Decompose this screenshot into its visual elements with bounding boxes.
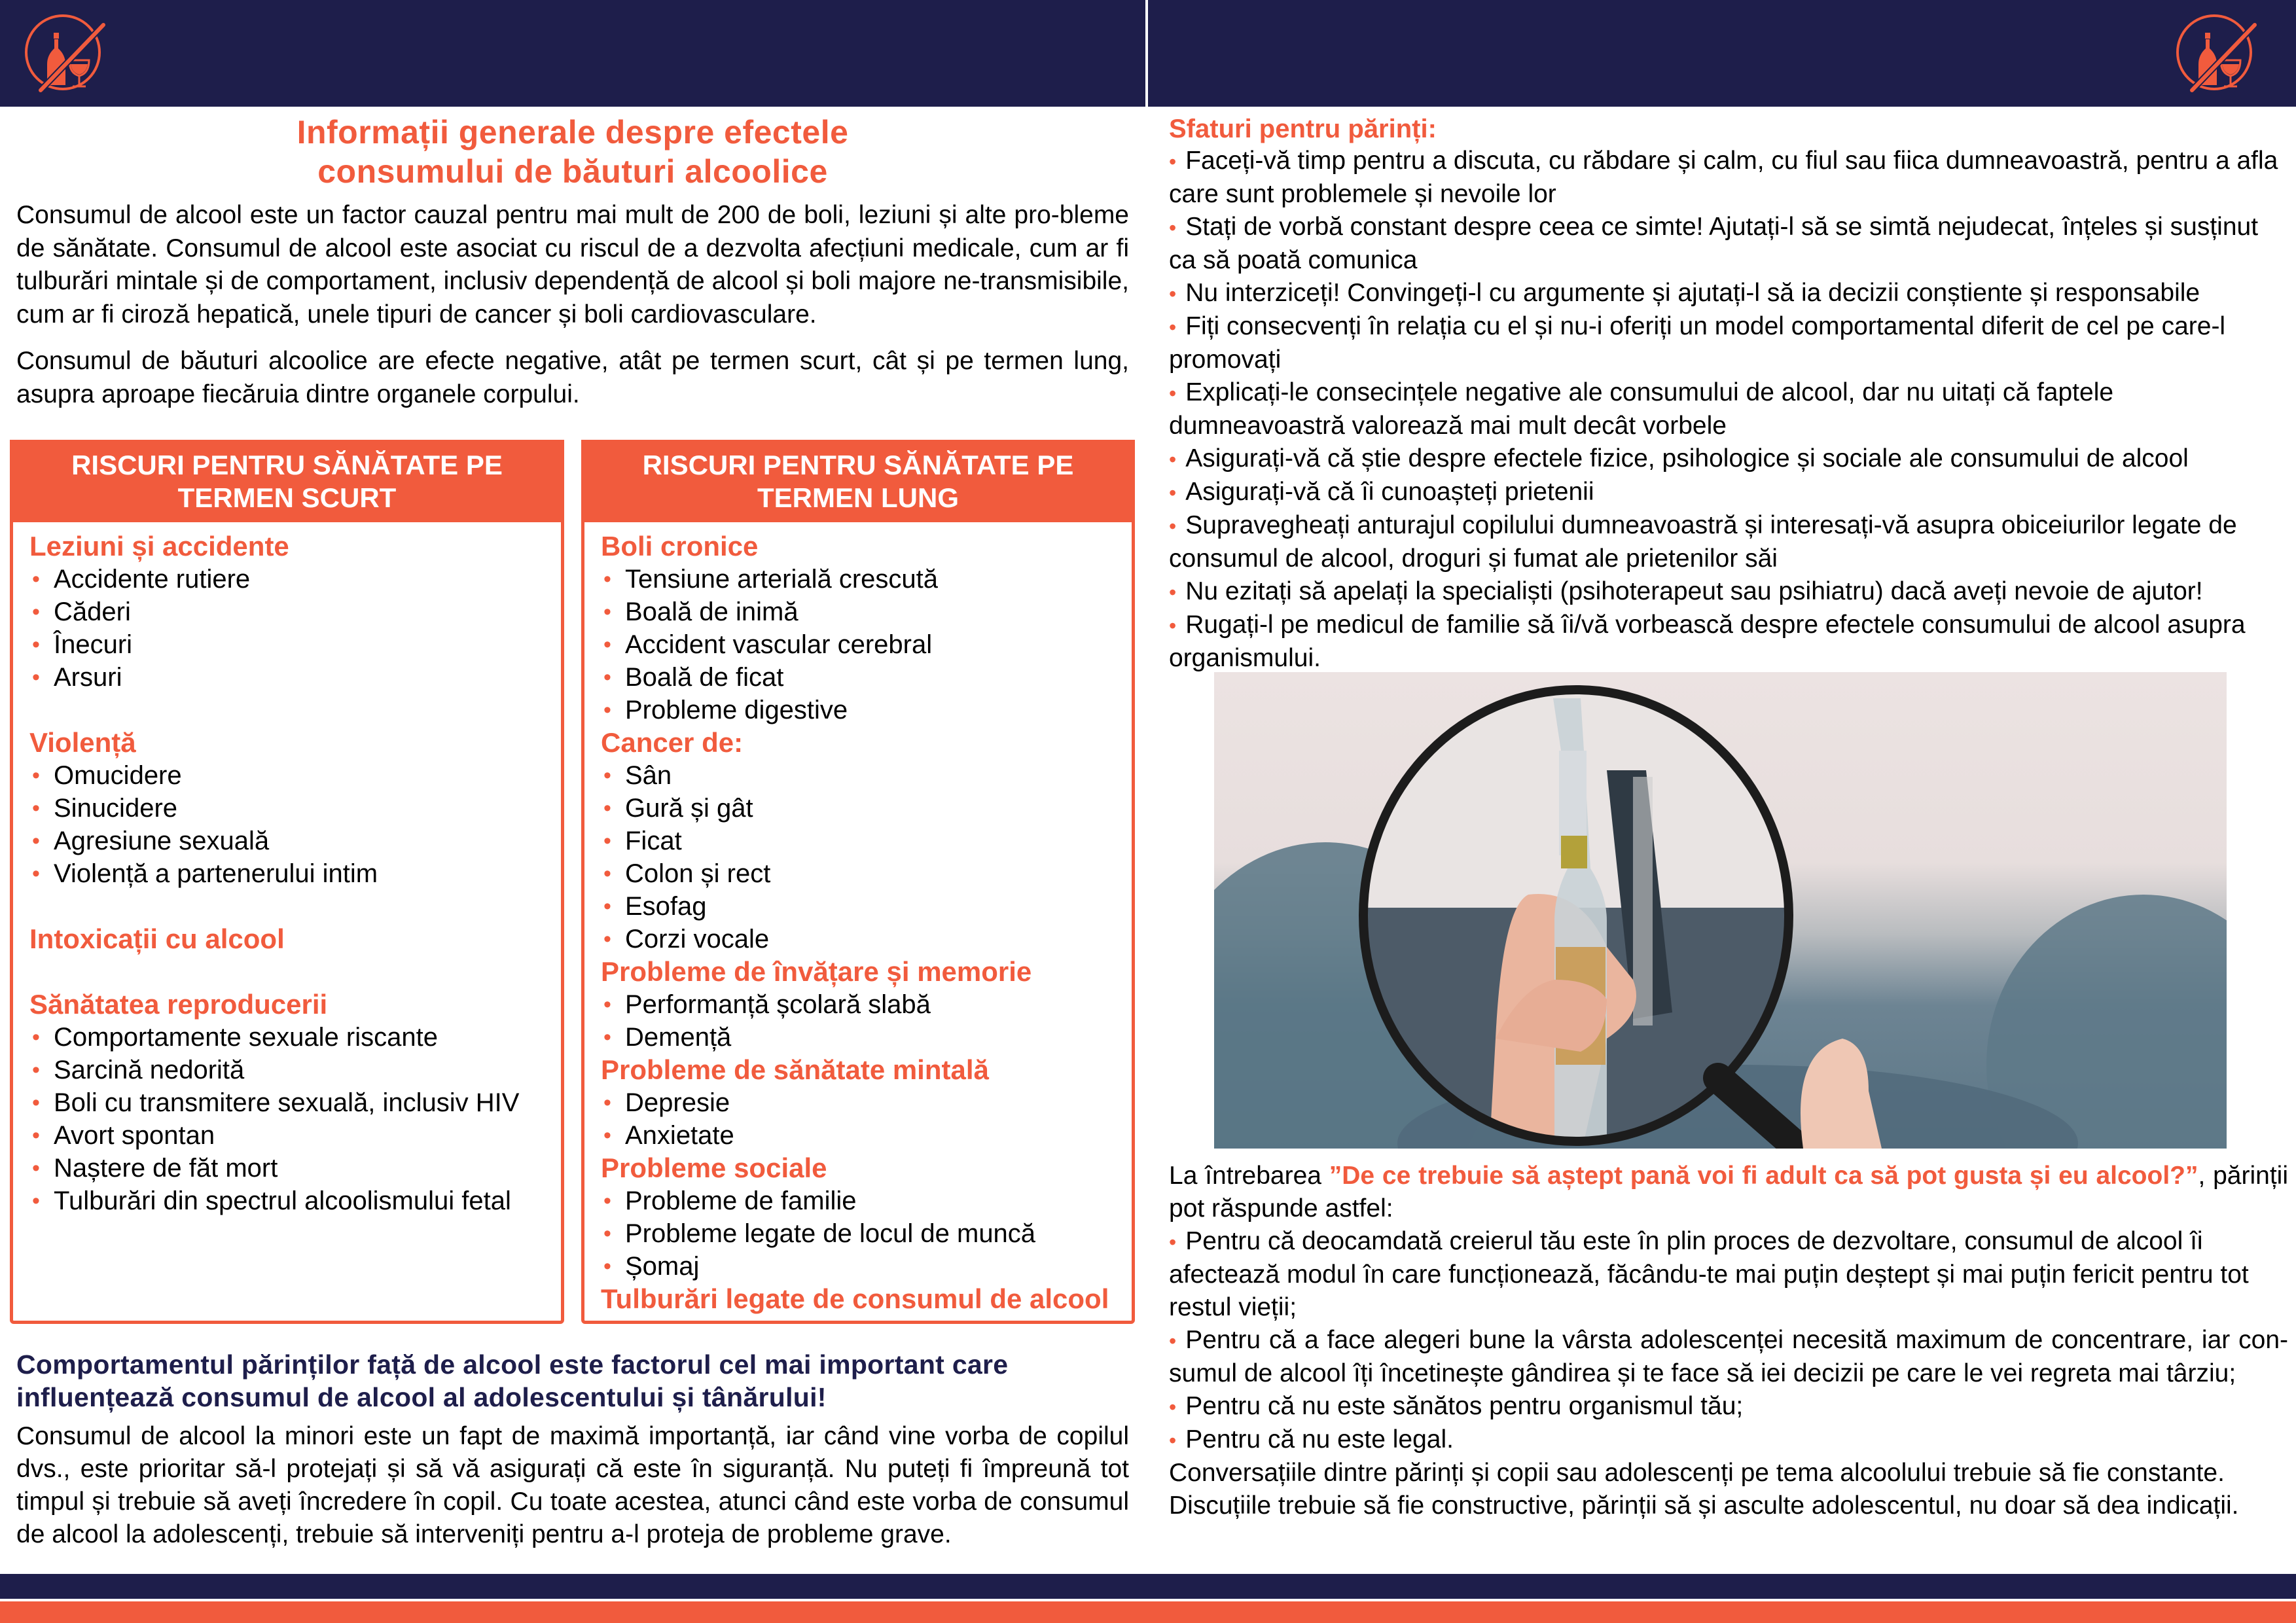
bullet-icon: • <box>603 992 611 1017</box>
risk-item-text: Depresie <box>625 1088 730 1117</box>
tip-item <box>1169 145 2288 211</box>
long-term-risks-header <box>581 440 1135 522</box>
risk-list-item <box>601 923 1132 955</box>
risk-list-item <box>601 694 1132 726</box>
answer-item <box>1169 1324 2288 1390</box>
question-intro: La întrebarea <box>1169 1162 1329 1190</box>
bullet-icon: • <box>1169 216 1177 240</box>
no-alcohol-icon <box>2168 8 2260 99</box>
risk-item-text: Anxietate <box>625 1121 734 1150</box>
answer-text: Pentru că a face alegeri bune la vârsta adolescenței necesită maximum de concentrare, iar con-sumul de alcool îți încetinește gândirea și te face să iei decizii pe care le vei regreta mai târziu; <box>1169 1326 2288 1387</box>
risk-list-item <box>601 857 1132 890</box>
risk-list-item <box>29 792 561 825</box>
risk-list-item <box>601 825 1132 857</box>
risk-list-item <box>29 563 561 596</box>
tip-item <box>1169 609 2288 675</box>
risk-list-item <box>601 628 1132 661</box>
risk-list-item <box>601 1119 1132 1152</box>
risk-item-text: Corzi vocale <box>625 925 770 954</box>
tip-text: Rugați-l pe medicul de familie să îi/vă vorbească despre efectele consumului de alcool asupra organismului. <box>1169 611 2246 672</box>
tip-text: Supravegheați anturajul copilului dumneavoastră și interesați-vă asupra obiceiurilor legate de consumul de alcool, droguri și fumat ale prietenilor săi <box>1169 511 2237 573</box>
bullet-icon: • <box>32 1025 40 1050</box>
closing-line: Discuțiile trebuie să fie constructive, părinții să și asculte adolescentul, nu doar să dea indicații. <box>1169 1491 2239 1520</box>
long-term-risks-list <box>584 522 1132 1315</box>
answer-item <box>1169 1390 2288 1423</box>
bullet-icon: • <box>603 861 611 886</box>
risk-group-title: Boli cronice <box>601 531 759 562</box>
bullet-icon: • <box>603 1254 611 1279</box>
tip-item <box>1169 575 2288 609</box>
tip-text: Explicați-le consecințele negative ale consumului de alcool, dar nu uitați că faptele dumneavoastră valorează mai mult decât vorbele <box>1169 378 2114 440</box>
tip-text: Nu interziceți! Convingeți-l cu argumente și ajutați-l să ia decizii conștiente și responsabile <box>1185 279 2200 307</box>
tip-text: Asigurați-vă că știe despre efectele fizice, psihologice și sociale ale consumului de alcool <box>1185 444 2189 473</box>
tip-item <box>1169 310 2288 376</box>
risk-list-item <box>29 628 561 661</box>
bullet-icon: • <box>1169 614 1177 637</box>
bullet-icon: • <box>603 1025 611 1050</box>
bullet-icon: • <box>1169 150 1177 173</box>
risk-item-text: Performanță școlară slabă <box>625 990 931 1019</box>
risk-list-item <box>29 1054 561 1086</box>
risk-list-item <box>29 1021 561 1054</box>
bullet-icon: • <box>32 1123 40 1148</box>
footer-band-navy <box>0 1574 2296 1599</box>
group-spacer <box>29 955 561 988</box>
risk-group-title: Sănătatea reproducerii <box>29 989 328 1020</box>
question-answer-block <box>1169 1160 2288 1522</box>
bullet-icon: • <box>1169 514 1177 538</box>
risk-group-title: Probleme de învățare și memorie <box>601 956 1032 987</box>
tip-text: Stați de vorbă constant despre ceea ce simte! Ajutați-l să se simtă nejudecat, înțeles și susținut ca să poată comunica <box>1169 213 2259 274</box>
tips-list <box>1169 145 2288 675</box>
risk-item-text: Ficat <box>625 827 682 855</box>
bullet-icon: • <box>603 632 611 657</box>
question-quote: ”De ce trebuie să aștept pană voi fi adult ca să pot gusta și eu alcool?” <box>1329 1162 2198 1190</box>
risk-list-item <box>601 890 1132 923</box>
box-header-line: TERMEN LUNG <box>757 482 959 513</box>
page-title <box>0 113 1145 191</box>
risk-item-text: Esofag <box>625 892 707 921</box>
bullet-icon: • <box>1169 448 1177 471</box>
box-header-line: RISCURI PENTRU SĂNĂTATE PE <box>642 450 1074 480</box>
tip-item <box>1169 277 2288 310</box>
header-band-left <box>0 0 1145 107</box>
risk-list-item <box>601 596 1132 628</box>
parents-behavior-heading: Comportamentul părinților față de alcool este factorul cel mai important care influențează consumul de alcool al adolescentului și tânărului! <box>16 1349 1009 1412</box>
risk-item-text: Agresiune sexuală <box>54 827 270 855</box>
bullet-icon: • <box>603 1123 611 1148</box>
page-title-line: Informații generale despre efectele <box>296 114 849 151</box>
risk-item-text: Gură și gât <box>625 794 753 823</box>
risk-item-text: Probleme digestive <box>625 696 848 724</box>
risk-item-text: Căderi <box>54 597 131 626</box>
bullet-icon: • <box>32 796 40 821</box>
bullet-icon: • <box>32 829 40 853</box>
risk-item-text: Avort spontan <box>54 1121 215 1150</box>
risk-item-text: Colon și rect <box>625 859 771 888</box>
bullet-icon: • <box>603 1188 611 1213</box>
bullet-icon: • <box>32 632 40 657</box>
risk-list-item <box>601 1217 1132 1250</box>
bullet-icon: • <box>603 1090 611 1115</box>
risk-item-text: Probleme de familie <box>625 1186 857 1215</box>
short-term-risks-box <box>10 440 564 1324</box>
risk-list-item <box>601 563 1132 596</box>
bullet-icon: • <box>32 1090 40 1115</box>
short-term-risks-header <box>10 440 564 522</box>
risk-item-text: Arsuri <box>54 663 122 692</box>
tip-text: Faceți-vă timp pentru a discuta, cu răbdare și calm, cu fiul sau fiica dumneavoastră, pentru a afla care sunt problemele și nevoile lor <box>1169 147 2278 208</box>
risk-group-title: Violență <box>29 727 136 758</box>
risk-item-text: Omucidere <box>54 761 182 790</box>
bullet-icon: • <box>603 665 611 690</box>
risk-group-title: Leziuni și accidente <box>29 531 289 562</box>
magnifying-glass-bottle-photo <box>1214 672 2227 1149</box>
box-header-line: RISCURI PENTRU SĂNĂTATE PE <box>71 450 503 480</box>
bullet-icon: • <box>603 1221 611 1246</box>
risk-item-text: Sarcină nedorită <box>54 1056 245 1084</box>
bullet-icon: • <box>1169 315 1177 339</box>
risk-group-title: Intoxicații cu alcool <box>29 923 285 954</box>
risk-list-item <box>601 661 1132 694</box>
risk-list-item <box>29 1152 561 1185</box>
risk-list-item <box>29 825 561 857</box>
tip-item <box>1169 442 2288 476</box>
answer-item <box>1169 1225 2288 1324</box>
tip-text: Nu ezitați să apelați la specialiști (psihoterapeut sau psihiatru) dacă aveți nevoie de ajutor! <box>1185 577 2203 605</box>
risk-item-text: Accidente rutiere <box>54 565 251 594</box>
risk-group-title: Tulburări legate de consumul de alcool <box>601 1283 1109 1314</box>
risk-list-item <box>29 759 561 792</box>
risk-item-text: Comportamente sexuale riscante <box>54 1023 438 1052</box>
parents-behavior-paragraph: Consumul de alcool la minori este un fapt de maximă importanță, iar când vine vorba de copilul dvs., este prioritar să-l protejați și să vă asigurați că este în siguranță. Nu puteți fi împreună tot timpul și trebuie să aveți încredere în copil. Cu toate acestea, atunci când este vorba de consumul de alcool la adolescenți, trebuie să interveniți pentru a-l proteja de probleme grave. <box>16 1422 1129 1548</box>
intro-paragraph: Consumul de băuturi alcoolice are efecte negative, atât pe termen scurt, cât și pe termen lung, asupra aproape fiecăruia dintre organele corpului. <box>16 347 1129 408</box>
bullet-icon: • <box>1169 1329 1177 1353</box>
answer-text: Pentru că deocamdată creierul tău este în plin proces de dezvoltare, consumul de alcool îi afectează modul în care funcționează, făcându-te mai puțin deștept și mai puțin fericit pentru tot restul vieții; <box>1169 1227 2249 1321</box>
risk-item-text: Tensiune arterială crescută <box>625 565 939 594</box>
bullet-icon: • <box>32 1156 40 1181</box>
risk-item-text: Boli cu transmitere sexuală, inclusiv HIV <box>54 1088 520 1117</box>
page-divider <box>1145 0 1148 107</box>
bullet-icon: • <box>1169 1429 1177 1452</box>
risk-item-text: Boală de ficat <box>625 663 784 692</box>
risk-item-text: Sinucidere <box>54 794 178 823</box>
risk-item-text: Boală de inimă <box>625 597 798 626</box>
bullet-icon: • <box>1169 580 1177 604</box>
tip-item <box>1169 211 2288 277</box>
answer-text: Pentru că nu este legal. <box>1185 1425 1454 1454</box>
bullet-icon: • <box>603 927 611 952</box>
bullet-icon: • <box>1169 282 1177 306</box>
long-term-risks-box <box>581 440 1135 1324</box>
tip-text: Fiți consecvenți în relația cu el și nu-i oferiți un model comportamental diferit de cel pe care-l promovați <box>1169 312 2226 374</box>
group-spacer <box>29 694 561 726</box>
risk-list-item <box>601 792 1132 825</box>
risk-list-item <box>29 857 561 890</box>
risk-item-text: Demență <box>625 1023 732 1052</box>
question-line <box>1169 1160 2288 1225</box>
risk-item-text: Înecuri <box>54 630 133 659</box>
tip-item <box>1169 476 2288 509</box>
risk-item-text: Șomaj <box>625 1252 700 1281</box>
tip-item <box>1169 509 2288 575</box>
group-spacer <box>29 890 561 923</box>
risk-list-item <box>29 596 561 628</box>
answer-text: Pentru că nu este sănătos pentru organismul tău; <box>1185 1392 1744 1420</box>
bullet-icon: • <box>32 763 40 788</box>
risk-item-text: Sân <box>625 761 672 790</box>
bullet-icon: • <box>1169 1230 1177 1254</box>
risk-item-text: Violență a partenerului intim <box>54 859 378 888</box>
risk-item-text: Tulburări din spectrul alcoolismului fetal <box>54 1186 511 1215</box>
short-term-risks-list <box>13 522 561 1217</box>
bullet-icon: • <box>1169 382 1177 405</box>
risk-list-item <box>601 1021 1132 1054</box>
risk-list-item <box>601 1185 1132 1217</box>
bullet-icon: • <box>32 1058 40 1082</box>
risk-group-title: Cancer de: <box>601 727 744 758</box>
answer-item <box>1169 1423 2288 1457</box>
photo-illustration <box>1214 672 2227 1149</box>
box-header-line: TERMEN SCURT <box>177 482 397 513</box>
bullet-icon: • <box>603 567 611 592</box>
risk-list-item <box>601 988 1132 1021</box>
risk-list-item <box>29 1086 561 1119</box>
bullet-icon: • <box>1169 481 1177 505</box>
risk-list-item <box>601 759 1132 792</box>
no-alcohol-icon <box>20 8 111 99</box>
risk-item-text: Naștere de făt mort <box>54 1154 278 1183</box>
bullet-icon: • <box>32 1188 40 1213</box>
risk-list-item <box>29 1185 561 1217</box>
bullet-icon: • <box>32 567 40 592</box>
bullet-icon: • <box>603 698 611 722</box>
question-outro: , părinții pot răspunde astfel: <box>1169 1162 2288 1222</box>
risk-list-item <box>601 1250 1132 1283</box>
closing-line: Conversațiile dintre părinți și copii sau adolescenți pe tema alcoolului trebuie să fie constante. <box>1169 1459 2225 1487</box>
risk-list-item <box>601 1086 1132 1119</box>
header-band-right <box>1148 0 2296 107</box>
risk-list-item <box>29 661 561 694</box>
bullet-icon: • <box>603 599 611 624</box>
bullet-icon: • <box>32 599 40 624</box>
risk-item-text: Accident vascular cerebral <box>625 630 933 659</box>
bullet-icon: • <box>32 861 40 886</box>
bullet-icon: • <box>32 665 40 690</box>
intro-paragraph: Consumul de alcool este un factor cauzal pentru mai mult de 200 de boli, leziuni și alte pro-bleme de sănătate. Consumul de alcool este asociat cu riscul de a dezvolta afecțiuni medicale, cum ar fi tulburări mintale și de comportament, inclusiv dependență de alcool și boli majore ne-transmisibile, cum ar fi ciroză hepatică, unele tipuri de cancer și boli cardiovasculare. <box>16 201 1129 329</box>
tip-item <box>1169 376 2288 442</box>
risk-item-text: Probleme legate de locul de muncă <box>625 1219 1036 1248</box>
bullet-icon: • <box>603 763 611 788</box>
risk-group-title: Probleme sociale <box>601 1152 827 1183</box>
risk-group-title: Probleme de sănătate mintală <box>601 1054 989 1085</box>
tips-title: Sfaturi pentru părinți: <box>1169 115 1437 143</box>
bullet-icon: • <box>1169 1395 1177 1419</box>
footer-band-orange <box>0 1601 2296 1623</box>
risk-list-item <box>29 1119 561 1152</box>
bullet-icon: • <box>603 894 611 919</box>
bullet-icon: • <box>603 796 611 821</box>
page-title-line: consumului de băuturi alcoolice <box>317 153 828 190</box>
bullet-icon: • <box>603 829 611 853</box>
tip-text: Asigurați-vă că îi cunoașteți prietenii <box>1185 478 1594 506</box>
